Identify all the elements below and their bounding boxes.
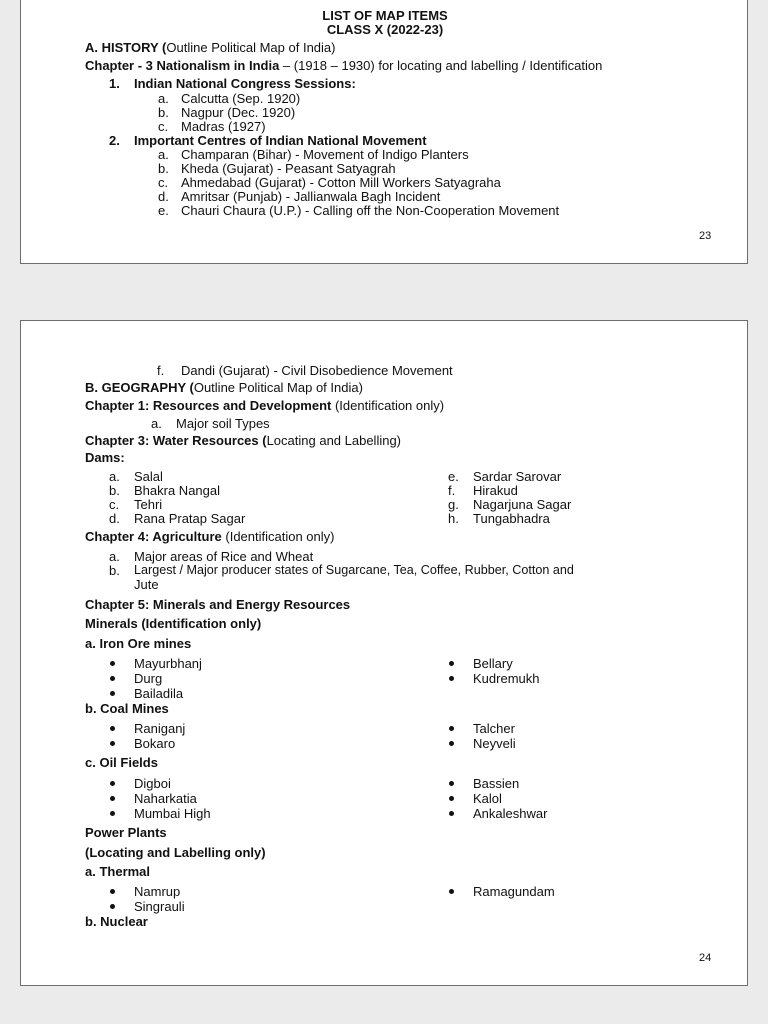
list-item: Durg <box>134 671 163 686</box>
list-marker: c. <box>109 497 120 512</box>
bullet-icon <box>110 691 115 696</box>
minerals-heading: Minerals (Identification only) <box>85 616 262 631</box>
list-item: Namrup <box>134 884 181 899</box>
bullet-icon <box>449 661 454 666</box>
coal-mines-heading: b. Coal Mines <box>85 701 169 716</box>
bullet-icon <box>110 781 115 786</box>
nuclear-heading: b. Nuclear <box>85 914 148 929</box>
list-item: Mayurbhanj <box>134 656 202 671</box>
centres-number: 2. <box>109 133 120 148</box>
list-marker: e. <box>158 203 169 218</box>
list-item: Chauri Chaura (U.P.) - Calling off the Non-Cooperation Movement <box>181 203 560 218</box>
bullet-icon <box>449 889 454 894</box>
list-marker: b. <box>109 563 120 578</box>
inc-number: 1. <box>109 76 120 91</box>
bullet-icon <box>449 741 454 746</box>
list-marker: f. <box>157 363 165 378</box>
list-marker: a. <box>109 549 120 564</box>
list-marker: a. <box>158 147 169 162</box>
list-marker: b. <box>158 105 169 120</box>
section-a-heading: A. HISTORY (Outline Political Map of India) <box>85 40 336 55</box>
list-item: Kheda (Gujarat) - Peasant Satyagrah <box>181 161 396 176</box>
chapter-1-heading: Chapter 1: Resources and Development (Identification only) <box>85 398 445 413</box>
bullet-icon <box>110 796 115 801</box>
list-item: Major areas of Rice and Wheat <box>134 549 314 564</box>
dams-heading: Dams: <box>85 450 125 465</box>
list-marker: a. <box>158 91 169 106</box>
list-item: Salal <box>134 469 163 484</box>
list-item-continuation: Jute <box>134 577 159 592</box>
list-item: Madras (1927) <box>181 119 266 134</box>
bullet-icon <box>110 726 115 731</box>
bullet-icon <box>110 741 115 746</box>
list-item: Mumbai High <box>134 806 211 821</box>
page-24 <box>20 320 748 986</box>
list-item: Rana Pratap Sagar <box>134 511 246 526</box>
oil-fields-heading: c. Oil Fields <box>85 755 158 770</box>
list-item: Sardar Sarovar <box>473 469 562 484</box>
bullet-icon <box>449 811 454 816</box>
section-b-heading: B. GEOGRAPHY (Outline Political Map of India) <box>85 380 363 395</box>
document-subtitle: CLASS X (2022-23) <box>326 22 444 37</box>
list-marker: h. <box>448 511 459 526</box>
list-item: Singrauli <box>134 899 185 914</box>
list-item: Largest / Major producer states of Sugarcane, Tea, Coffee, Rubber, Cotton and <box>134 563 574 577</box>
bullet-icon <box>449 676 454 681</box>
list-item: Champaran (Bihar) - Movement of Indigo Planters <box>181 147 469 162</box>
list-item: Nagpur (Dec. 1920) <box>181 105 296 120</box>
list-item: Ahmedabad (Gujarat) - Cotton Mill Workers Satyagraha <box>181 175 501 190</box>
bullet-icon <box>449 726 454 731</box>
page-23 <box>20 0 748 264</box>
chapter-5-heading: Chapter 5: Minerals and Energy Resources <box>85 597 351 612</box>
bullet-icon <box>449 796 454 801</box>
list-item: Major soil Types <box>176 416 270 431</box>
bullet-icon <box>110 661 115 666</box>
list-item: Kudremukh <box>473 671 540 686</box>
page-number: 24 <box>699 952 712 964</box>
inc-heading: Indian National Congress Sessions: <box>134 76 356 91</box>
list-item: Calcutta (Sep. 1920) <box>181 91 301 106</box>
list-item: Naharkatia <box>134 791 197 806</box>
chapter-3-heading: Chapter - 3 Nationalism in India – (1918 – 1930) for locating and labelling / Identification <box>85 58 603 73</box>
list-marker: b. <box>109 483 120 498</box>
list-item: Neyveli <box>473 736 516 751</box>
list-item: Bassien <box>473 776 520 791</box>
list-item: Ankaleshwar <box>473 806 548 821</box>
list-item: Tehri <box>134 497 163 512</box>
bullet-icon <box>110 889 115 894</box>
thermal-heading: a. Thermal <box>85 864 151 879</box>
list-item: Ramagundam <box>473 884 555 899</box>
chapter-3-heading: Chapter 3: Water Resources (Locating and Labelling) <box>85 433 402 448</box>
list-item: Hirakud <box>473 483 518 498</box>
list-marker: c. <box>158 119 169 134</box>
list-item: Amritsar (Punjab) - Jallianwala Bagh Incident <box>181 189 441 204</box>
list-marker: c. <box>158 175 169 190</box>
list-item: Bhakra Nangal <box>134 483 220 498</box>
iron-ore-heading: a. Iron Ore mines <box>85 636 192 651</box>
page-number: 23 <box>699 230 712 242</box>
list-item: Tungabhadra <box>473 511 550 526</box>
list-marker: d. <box>158 189 169 204</box>
bullet-icon <box>110 676 115 681</box>
bullet-icon <box>449 781 454 786</box>
list-item: Talcher <box>473 721 515 736</box>
list-item: Digboi <box>134 776 171 791</box>
list-marker: g. <box>448 497 459 512</box>
list-item: Kalol <box>473 791 502 806</box>
locating-labelling-note: (Locating and Labelling only) <box>85 845 266 860</box>
list-marker: e. <box>448 469 459 484</box>
bullet-icon <box>110 904 115 909</box>
list-marker: a. <box>151 416 162 431</box>
list-marker: a. <box>109 469 120 484</box>
list-marker: f. <box>448 483 456 498</box>
list-item: Dandi (Gujarat) - Civil Disobedience Movement <box>181 363 453 378</box>
bullet-icon <box>110 811 115 816</box>
document-title: LIST OF MAP ITEMS <box>322 8 448 23</box>
list-item: Nagarjuna Sagar <box>473 497 572 512</box>
chapter-4-heading: Chapter 4: Agriculture (Identification only) <box>85 529 335 544</box>
list-item: Bailadila <box>134 686 184 701</box>
centres-heading: Important Centres of Indian National Movement <box>134 133 427 148</box>
list-item: Raniganj <box>134 721 186 736</box>
list-item: Bokaro <box>134 736 176 751</box>
list-item: Bellary <box>473 656 513 671</box>
list-marker: b. <box>158 161 169 176</box>
list-marker: d. <box>109 511 120 526</box>
power-plants-heading: Power Plants <box>85 825 167 840</box>
